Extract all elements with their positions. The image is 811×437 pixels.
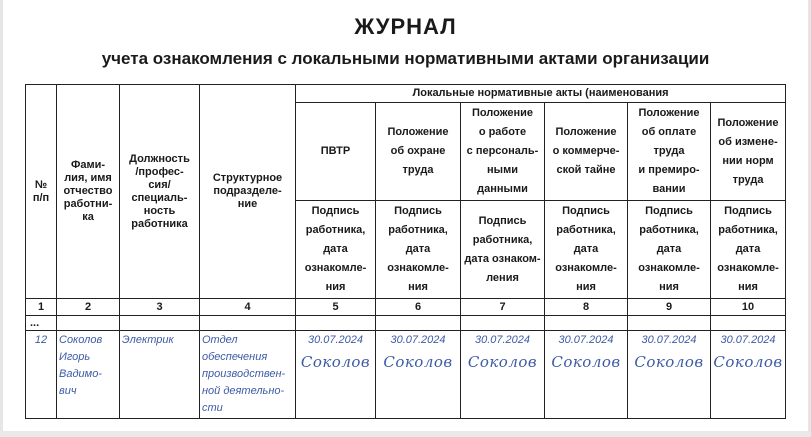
sign-date: 30.07.2024 xyxy=(558,334,614,346)
empty-cell xyxy=(120,316,200,331)
journal-table xyxy=(25,84,786,419)
empty-cell xyxy=(545,316,628,331)
header-department: Структурное подразделе- ние xyxy=(200,85,296,299)
header-acts-group: Локальные нормативные акты (наименования xyxy=(296,85,786,103)
entry-sign-cell xyxy=(711,331,786,419)
column-number: 10 xyxy=(711,299,786,316)
header-name: Фами- лия, имя отчество работни- ка xyxy=(57,85,120,299)
sign-date: 30.07.2024 xyxy=(474,334,531,346)
column-number: 5 xyxy=(296,299,376,316)
sign-date: 30.07.2024 xyxy=(641,334,697,346)
sign-date: 30.07.2024 xyxy=(390,334,446,346)
header-act-name: Положение о работе с персональ- ными данными xyxy=(461,103,545,201)
sign-date: 30.07.2024 xyxy=(307,334,364,346)
page-frame-bottom xyxy=(0,431,811,437)
entry-sign-cell xyxy=(545,331,628,419)
entry-department: Отдел обеспечения производствен- ной деятельно- сти xyxy=(200,331,296,419)
handwritten-signature: Соколов xyxy=(713,353,783,371)
column-number: 1 xyxy=(26,299,57,316)
entry-position: Электрик xyxy=(120,331,200,419)
empty-cell xyxy=(296,316,376,331)
entry-sign-cell xyxy=(296,331,376,419)
header-act-name: Положение об охране труда xyxy=(376,103,461,201)
handwritten-signature: Соколов xyxy=(383,353,453,371)
header-act-name: Положение о коммерче- ской тайне xyxy=(545,103,628,201)
empty-cell xyxy=(711,316,786,331)
page-title: ЖУРНАЛ xyxy=(354,14,457,39)
column-number: 4 xyxy=(200,299,296,316)
header-sign-label: Подпись работника, дата ознакомле- ния xyxy=(376,201,461,299)
header-sign-label: Подпись работника, дата ознакомле- ния xyxy=(296,201,376,299)
empty-cell xyxy=(200,316,296,331)
empty-cell xyxy=(461,316,545,331)
empty-cell xyxy=(376,316,461,331)
empty-cell xyxy=(57,316,120,331)
column-number: 3 xyxy=(120,299,200,316)
entry-sign-cell xyxy=(628,331,711,419)
entry-sign-cell xyxy=(461,331,545,419)
header-sign-label: Подпись работника, дата ознакомле- ния xyxy=(711,201,786,299)
page-subtitle: учета ознакомления с локальными нормативными актами организации xyxy=(101,49,710,68)
header-act-name: Положение об измене- нии норм труда xyxy=(711,103,786,201)
header-sign-label: Подпись работника, дата ознакомле- ния xyxy=(545,201,628,299)
column-number: 9 xyxy=(628,299,711,316)
header-act-name: ПВТР xyxy=(296,103,376,201)
sign-date: 30.07.2024 xyxy=(720,334,776,346)
ellipsis-row-marker: ... xyxy=(26,316,57,331)
entry-num: 12 xyxy=(26,331,57,419)
header-num: № п/п xyxy=(26,85,57,299)
entry-sign-cell xyxy=(376,331,461,419)
handwritten-signature: Соколов xyxy=(551,353,621,371)
handwritten-signature: Соколов xyxy=(467,353,538,371)
header-position: Должность /профес- сия/ специаль- ность работника xyxy=(120,85,200,299)
entry-name: Соколов Игорь Вадимо- вич xyxy=(57,331,120,419)
column-number: 8 xyxy=(545,299,628,316)
header-act-name: Положение об оплате труда и премиро- вании xyxy=(628,103,711,201)
handwritten-signature: Соколов xyxy=(634,353,704,371)
empty-cell xyxy=(628,316,711,331)
column-number: 6 xyxy=(376,299,461,316)
header-sign-label: Подпись работника, дата ознакомле- ния xyxy=(628,201,711,299)
handwritten-signature: Соколов xyxy=(300,353,371,371)
table-row xyxy=(26,331,786,419)
header-sign-label: Подпись работника, дата ознаком- ления xyxy=(461,201,545,299)
column-number: 7 xyxy=(461,299,545,316)
column-number: 2 xyxy=(57,299,120,316)
